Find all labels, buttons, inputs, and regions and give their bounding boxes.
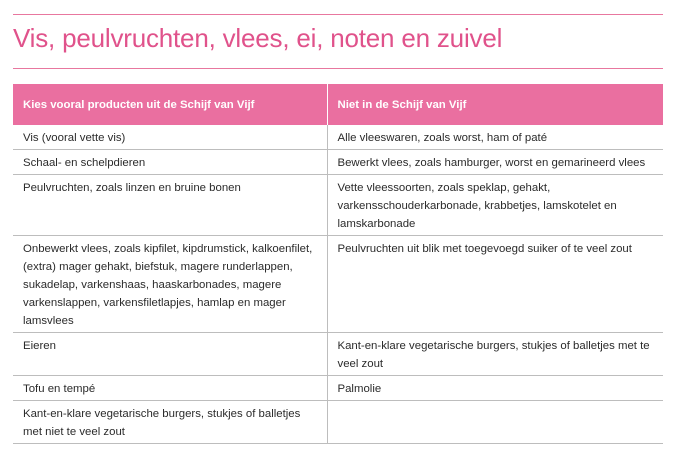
header-not-in-schijf: Niet in de Schijf van Vijf xyxy=(327,84,663,125)
cell-not-recommended: Bewerkt vlees, zoals hamburger, worst en gemarineerd vlees xyxy=(327,150,663,175)
cell-recommended: Kant-en-klare vegetarische burgers, stukjes of balletjes met niet te veel zout xyxy=(13,401,327,444)
top-divider xyxy=(13,14,663,15)
table-row xyxy=(13,175,663,236)
header-choose-products: Kies vooral producten uit de Schijf van Vijf xyxy=(13,84,327,125)
cell-recommended: Schaal- en schelpdieren xyxy=(13,150,327,175)
page-title: Vis, peulvruchten, vlees, ei, noten en zuivel xyxy=(13,23,503,53)
cell-not-recommended: Palmolie xyxy=(327,376,663,401)
table-row xyxy=(13,401,663,444)
cell-recommended: Peulvruchten, zoals linzen en bruine bonen xyxy=(13,175,327,236)
cell-recommended: Vis (vooral vette vis) xyxy=(13,125,327,150)
cell-recommended: Onbewerkt vlees, zoals kipfilet, kipdrumstick, kalkoenfilet, (extra) mager gehakt, biefstuk, magere runderlappen, sukadelap, varkenshaas, haaskarbonades, magere varkenslappen, varkensfiletlapjes, hamlap en mager lamsvlees xyxy=(13,236,327,333)
table-row xyxy=(13,333,663,376)
cell-recommended: Tofu en tempé xyxy=(13,376,327,401)
cell-not-recommended xyxy=(327,401,663,444)
table-row xyxy=(13,125,663,150)
table-row xyxy=(13,376,663,401)
table-row xyxy=(13,150,663,175)
food-table xyxy=(13,84,663,444)
cell-not-recommended: Alle vleeswaren, zoals worst, ham of paté xyxy=(327,125,663,150)
cell-recommended: Eieren xyxy=(13,333,327,376)
cell-not-recommended: Vette vleessoorten, zoals speklap, gehakt, varkensschouderkarbonade, krabbetjes, lamskotelet en lamskarbonade xyxy=(327,175,663,236)
table-row xyxy=(13,236,663,333)
cell-not-recommended: Peulvruchten uit blik met toegevoegd suiker of te veel zout xyxy=(327,236,663,333)
table-header-row xyxy=(13,84,663,125)
title-divider xyxy=(13,68,663,69)
cell-not-recommended: Kant-en-klare vegetarische burgers, stukjes of balletjes met te veel zout xyxy=(327,333,663,376)
